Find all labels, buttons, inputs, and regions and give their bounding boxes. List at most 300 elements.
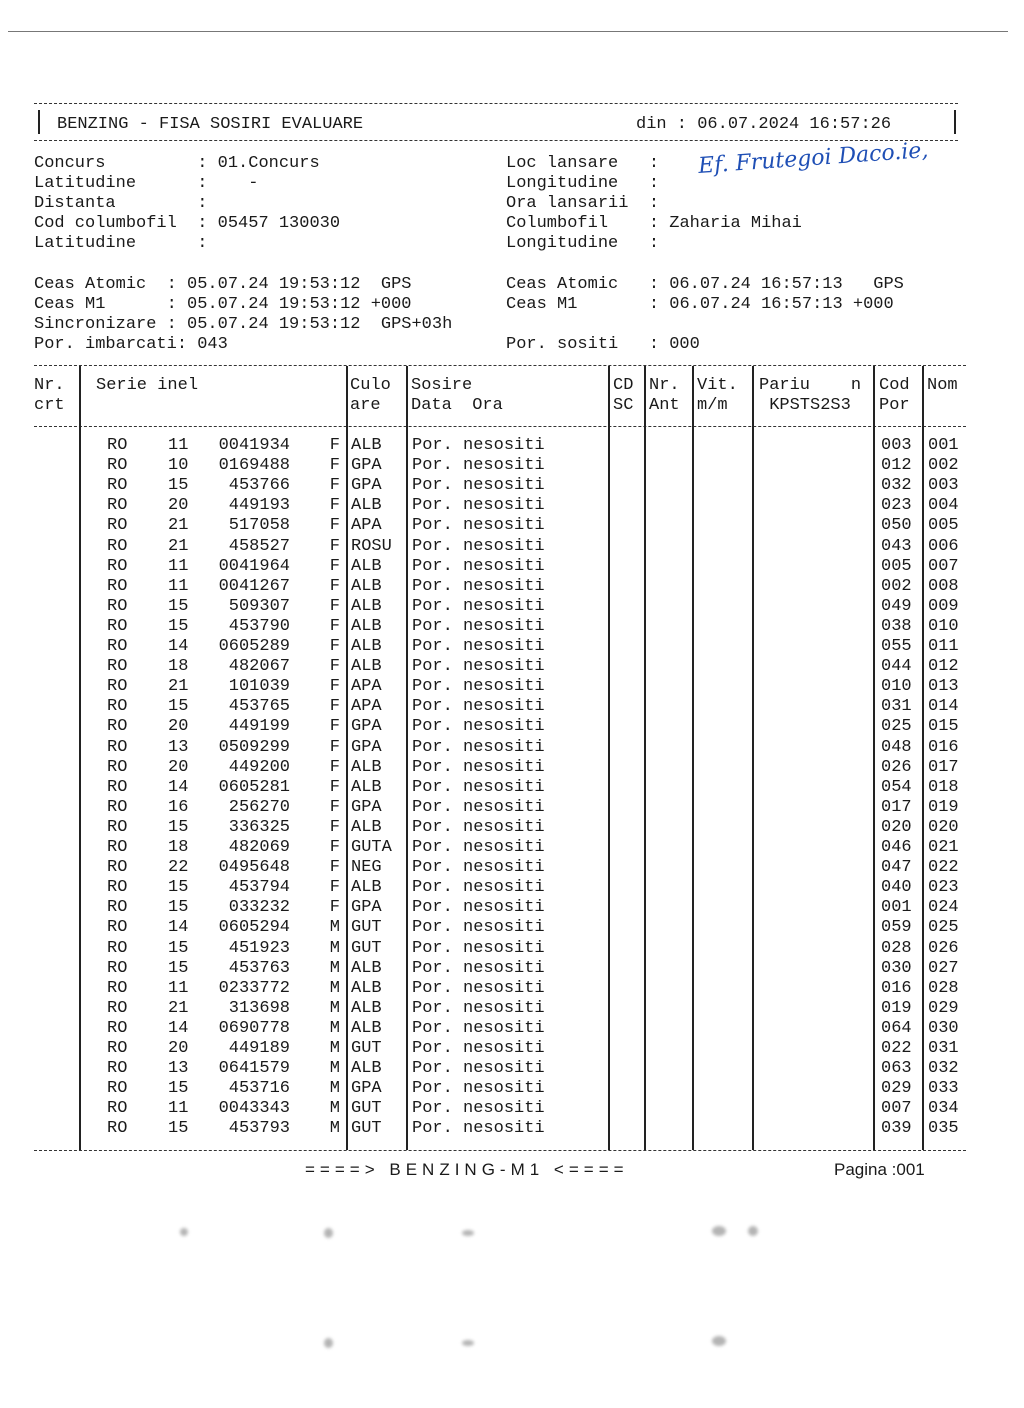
cell-country: RO [107, 777, 128, 797]
cell-nom: 017 [928, 757, 959, 777]
cell-status: Por. nesositi [412, 1039, 545, 1058]
cell-ring: 0495648 [218, 858, 290, 878]
cell-color: GPA [351, 456, 382, 476]
cell-color: GUT [351, 938, 382, 958]
cell-ring: 0509299 [218, 737, 290, 757]
cell-nom: 026 [928, 938, 959, 958]
cell-sex: F [329, 838, 340, 857]
cell-nom: 008 [928, 576, 959, 596]
text-table-headers-nr-0: Nr. [34, 376, 65, 395]
cell-year: 15 [168, 616, 189, 636]
cell-sex: M [329, 958, 340, 978]
cell-sex: M [329, 978, 340, 998]
cell-cod-por: 059 [881, 918, 912, 938]
scan-smudge [180, 1228, 188, 1236]
cell-sex: M [329, 938, 340, 958]
cell-country: RO [107, 496, 128, 516]
table-row [0, 476, 1024, 496]
cell-country: RO [107, 737, 128, 757]
table-row [0, 456, 1024, 476]
cell-cod-por: 025 [881, 717, 912, 737]
cell-sex: F [329, 436, 340, 455]
cell-cod-por: 055 [881, 637, 912, 656]
cell-ring: 453765 [228, 697, 290, 717]
cell-sex: F [329, 536, 340, 556]
cell-country: RO [107, 938, 128, 958]
info-label: Latitudine [34, 174, 137, 193]
scan-smudge [324, 1228, 333, 1238]
cell-cod-por: 039 [881, 1119, 912, 1139]
cell-color: ALB [351, 556, 382, 576]
cell-country: RO [107, 637, 128, 656]
cell-country: RO [107, 958, 128, 978]
scan-smudge [462, 1340, 474, 1346]
cell-status: Por. nesositi [412, 938, 545, 958]
embarked-count: Por. imbarcati: 043 [34, 335, 228, 354]
text-table-headers-nr-1: crt [34, 396, 65, 416]
table-row [0, 436, 1024, 456]
header-cod [879, 376, 910, 416]
cell-status: Por. nesositi [412, 456, 545, 476]
cell-ring: 453790 [228, 616, 290, 636]
cell-year: 11 [168, 1099, 189, 1119]
cell-sex: M [329, 1018, 340, 1038]
cell-color: ALB [351, 878, 382, 898]
clock-left-row: Ceas Atomic : 05.07.24 19:53:12 GPS [34, 275, 412, 294]
cell-nom: 021 [928, 838, 959, 857]
cell-color: GPA [351, 898, 382, 918]
cell-country: RO [107, 918, 128, 938]
cell-country: RO [107, 998, 128, 1018]
cell-year: 15 [168, 1079, 189, 1099]
cell-country: RO [107, 898, 128, 918]
cell-sex: F [329, 556, 340, 576]
cell-status: Por. nesositi [412, 777, 545, 797]
info-right-row: Loc lansare : [506, 154, 670, 173]
cell-cod-por: 001 [881, 898, 912, 918]
clock-right-row: Ceas Atomic : 06.07.24 16:57:13 GPS [506, 275, 904, 294]
header-nom [927, 376, 958, 396]
cell-cod-por: 016 [881, 978, 912, 998]
table-row [0, 717, 1024, 737]
cell-cod-por: 010 [881, 677, 912, 697]
cell-nom: 032 [928, 1059, 959, 1079]
table-row [0, 758, 1024, 778]
cell-ring: 482069 [228, 838, 290, 857]
cell-nom: 030 [928, 1018, 959, 1038]
table-row [0, 738, 1024, 758]
cell-nom: 028 [928, 978, 959, 998]
cell-ring: 0043343 [218, 1099, 290, 1119]
cell-ring: 336325 [228, 817, 290, 837]
cell-color: ALB [351, 757, 382, 777]
embarked-value: 043 [197, 335, 228, 354]
cell-cod-por: 012 [881, 456, 912, 476]
cell-country: RO [107, 1099, 128, 1119]
cell-color: GUT [351, 1119, 382, 1139]
cell-year: 11 [168, 556, 189, 576]
cell-country: RO [107, 456, 128, 476]
cell-status: Por. nesositi [412, 998, 545, 1018]
cell-ring: 453794 [228, 878, 290, 898]
cell-country: RO [107, 1119, 128, 1139]
cell-color: ALB [351, 777, 382, 797]
text-table-headers-vit-0: Vit. [697, 376, 738, 395]
info-label: Longitudine [506, 234, 619, 253]
table-row [0, 818, 1024, 838]
cell-cod-por: 029 [881, 1079, 912, 1099]
info-right-row: Ora lansarii : [506, 194, 670, 213]
header-nrant [649, 376, 680, 416]
clock-label: Ceas Atomic [34, 275, 147, 294]
info-value: - [248, 174, 259, 193]
info-label: Distanta [34, 194, 116, 213]
cell-year: 14 [168, 637, 189, 656]
cell-sex: F [329, 697, 340, 717]
cell-sex: F [329, 717, 340, 737]
table-top-rule [34, 365, 966, 366]
text-table-headers-sosire-1: Data Ora [411, 396, 503, 416]
cell-nom: 025 [928, 918, 959, 938]
text-counts-arrived_label: Por. sositi [506, 335, 619, 354]
cell-sex: F [329, 797, 340, 817]
info-label: Ora lansarii [506, 194, 629, 213]
info-label: Longitudine [506, 174, 619, 193]
cell-ring: 0041934 [218, 436, 290, 455]
cell-cod-por: 026 [881, 757, 912, 777]
info-label: Columbofil [506, 214, 609, 233]
clock-value: 06.07.24 16:57:13 [669, 275, 843, 294]
table-row [0, 939, 1024, 959]
info-label: Loc lansare [506, 154, 619, 173]
cell-nom: 001 [928, 436, 959, 455]
cell-sex: F [329, 496, 340, 516]
cell-country: RO [107, 697, 128, 717]
text-table-headers-culoare-0: Culo [350, 376, 391, 395]
clock-suffix: GPS [873, 275, 904, 294]
text-table-headers-nrant-0: Nr. [649, 376, 680, 395]
cell-year: 14 [168, 918, 189, 938]
cell-status: Por. nesositi [412, 1079, 545, 1099]
table-row [0, 617, 1024, 637]
header-pariu [759, 376, 861, 416]
cell-status: Por. nesositi [412, 697, 545, 717]
cell-status: Por. nesositi [412, 657, 545, 677]
cell-status: Por. nesositi [412, 737, 545, 757]
cell-country: RO [107, 657, 128, 677]
cell-color: NEG [351, 858, 382, 878]
cell-sex: M [329, 998, 340, 1018]
clock-suffix: GPS+03h [380, 315, 453, 334]
cell-status: Por. nesositi [412, 496, 545, 516]
cell-status: Por. nesositi [412, 898, 545, 918]
cell-status: Por. nesositi [412, 1119, 545, 1139]
cell-cod-por: 020 [881, 817, 912, 837]
cell-color: APA [351, 516, 382, 536]
cell-cod-por: 017 [881, 797, 912, 817]
cell-color: APA [351, 697, 382, 717]
cell-year: 15 [168, 596, 189, 616]
cell-sex: F [329, 878, 340, 898]
cell-nom: 020 [928, 817, 959, 837]
cell-color: ALB [351, 436, 382, 455]
table-row [0, 677, 1024, 697]
cell-ring: 0641579 [218, 1059, 290, 1079]
table-row [0, 516, 1024, 536]
cell-ring: 033232 [228, 898, 290, 918]
cell-sex: F [329, 657, 340, 677]
cell-status: Por. nesositi [412, 556, 545, 576]
cell-status: Por. nesositi [412, 516, 545, 536]
scan-smudge [462, 1230, 474, 1236]
table-row [0, 557, 1024, 577]
info-value: 05457 130030 [217, 214, 341, 233]
cell-status: Por. nesositi [412, 576, 545, 596]
cell-color: ALB [351, 616, 382, 636]
cell-ring: 0690778 [218, 1018, 290, 1038]
info-label: Cod columbofil [34, 214, 177, 233]
cell-sex: F [329, 737, 340, 757]
info-value: 01.Concurs [217, 154, 320, 173]
cell-country: RO [107, 616, 128, 636]
cell-sex: F [329, 817, 340, 837]
cell-sex: F [329, 898, 340, 918]
cell-year: 14 [168, 777, 189, 797]
cell-ring: 509307 [228, 596, 290, 616]
cell-ring: 0233772 [218, 978, 290, 998]
text-table-headers-culoare-1: are [350, 396, 381, 416]
cell-status: Por. nesositi [412, 637, 545, 656]
text-table-headers-sosire-0: Sosire [411, 376, 473, 395]
info-label: Latitudine [34, 234, 137, 253]
cell-nom: 011 [928, 637, 959, 656]
cell-cod-por: 063 [881, 1059, 912, 1079]
cell-cod-por: 007 [881, 1099, 912, 1119]
cell-status: Por. nesositi [412, 436, 545, 455]
scan-smudge [324, 1338, 333, 1348]
cell-color: ALB [351, 978, 382, 998]
cell-year: 20 [168, 717, 189, 737]
cell-cod-por: 043 [881, 536, 912, 556]
cell-nom: 016 [928, 737, 959, 757]
cell-ring: 256270 [228, 797, 290, 817]
text-table-headers-nom-0: Nom [927, 376, 958, 395]
clock-right-row: Ceas M1 : 06.07.24 16:57:13 +000 [506, 295, 894, 314]
table-row [0, 1079, 1024, 1099]
cell-nom: 015 [928, 717, 959, 737]
cell-year: 20 [168, 1039, 189, 1058]
cell-cod-por: 005 [881, 556, 912, 576]
cell-ring: 0169488 [218, 456, 290, 476]
info-right-row: Columbofil : Zaharia Mihai [506, 214, 802, 233]
cell-year: 21 [168, 998, 189, 1018]
cell-status: Por. nesositi [412, 1059, 545, 1079]
cell-nom: 007 [928, 556, 959, 576]
cell-cod-por: 054 [881, 777, 912, 797]
cell-country: RO [107, 476, 128, 496]
cell-year: 20 [168, 496, 189, 516]
table-row [0, 999, 1024, 1019]
title-border-right [954, 110, 956, 134]
arrived-count: Por. sositi : 000 [506, 335, 700, 354]
cell-ring: 0605294 [218, 918, 290, 938]
cell-country: RO [107, 576, 128, 596]
cell-country: RO [107, 717, 128, 737]
cell-color: ALB [351, 1059, 382, 1079]
cell-nom: 031 [928, 1039, 959, 1058]
clock-label: Ceas M1 [506, 295, 578, 314]
scan-smudge [712, 1336, 726, 1346]
table-row [0, 697, 1024, 717]
cell-nom: 029 [928, 998, 959, 1018]
cell-sex: M [329, 1079, 340, 1099]
cell-ring: 458527 [228, 536, 290, 556]
clock-value: 05.07.24 19:53:12 [187, 315, 361, 334]
cell-color: ALB [351, 998, 382, 1018]
cell-color: ALB [351, 596, 382, 616]
info-value: Zaharia Mihai [669, 214, 802, 233]
cell-color: GUT [351, 918, 382, 938]
report-title: BENZING - FISA SOSIRI EVALUARE [57, 115, 364, 134]
report-date-label: din [636, 115, 667, 134]
cell-year: 11 [168, 436, 189, 455]
cell-status: Por. nesositi [412, 878, 545, 898]
cell-year: 21 [168, 677, 189, 697]
cell-status: Por. nesositi [412, 536, 545, 556]
table-row [0, 778, 1024, 798]
cell-status: Por. nesositi [412, 757, 545, 777]
cell-color: GPA [351, 476, 382, 496]
cell-country: RO [107, 596, 128, 616]
cell-ring: 453766 [228, 476, 290, 496]
cell-sex: M [329, 1099, 340, 1119]
cell-sex: F [329, 616, 340, 636]
table-row [0, 537, 1024, 557]
info-left-row: Distanta : [34, 194, 218, 213]
cell-color: ALB [351, 576, 382, 596]
cell-status: Por. nesositi [412, 717, 545, 737]
cell-color: GUTA [351, 838, 392, 857]
arrived-value: 000 [669, 335, 700, 354]
cell-country: RO [107, 757, 128, 777]
cell-cod-por: 047 [881, 858, 912, 878]
cell-country: RO [107, 1079, 128, 1099]
cell-status: Por. nesositi [412, 918, 545, 938]
cell-country: RO [107, 878, 128, 898]
cell-ring: 0605289 [218, 637, 290, 656]
cell-nom: 034 [928, 1099, 959, 1119]
cell-nom: 012 [928, 657, 959, 677]
cell-status: Por. nesositi [412, 858, 545, 878]
cell-year: 15 [168, 938, 189, 958]
handwritten-release-location: Ef. Frutegoi Daco.ie, [697, 137, 930, 180]
text-table-headers-cd-0: CD [613, 376, 634, 395]
cell-country: RO [107, 536, 128, 556]
cell-status: Por. nesositi [412, 677, 545, 697]
cell-year: 13 [168, 1059, 189, 1079]
info-left-row: Latitudine : - [34, 174, 259, 193]
cell-country: RO [107, 556, 128, 576]
title-border-left [38, 110, 40, 134]
cell-color: ALB [351, 817, 382, 837]
cell-cod-por: 032 [881, 476, 912, 496]
table-row [0, 1119, 1024, 1139]
cell-country: RO [107, 838, 128, 857]
cell-nom: 014 [928, 697, 959, 717]
cell-ring: 453793 [228, 1119, 290, 1139]
cell-cod-por: 031 [881, 697, 912, 717]
clock-left-row: Ceas M1 : 05.07.24 19:53:12 +000 [34, 295, 412, 314]
cell-sex: F [329, 637, 340, 656]
cell-color: ALB [351, 657, 382, 677]
cell-year: 20 [168, 757, 189, 777]
cell-sex: M [329, 1039, 340, 1058]
cell-sex: F [329, 576, 340, 596]
cell-color: ALB [351, 637, 382, 656]
cell-country: RO [107, 436, 128, 455]
clock-value: 05.07.24 19:53:12 [187, 275, 361, 294]
clock-suffix: +000 [370, 295, 412, 314]
cell-color: ROSU [351, 536, 392, 556]
text-table-headers-pariu-0: Pariu n [759, 376, 862, 395]
header-culoare [350, 376, 391, 416]
clock-label: Ceas Atomic [506, 275, 619, 294]
cell-nom: 003 [928, 476, 959, 496]
cell-status: Por. nesositi [412, 476, 545, 496]
cell-year: 22 [168, 858, 189, 878]
cell-cod-por: 050 [881, 516, 912, 536]
cell-nom: 005 [928, 516, 959, 536]
cell-cod-por: 044 [881, 657, 912, 677]
cell-cod-por: 023 [881, 496, 912, 516]
cell-year: 15 [168, 878, 189, 898]
cell-nom: 033 [928, 1079, 959, 1099]
cell-sex: M [329, 1119, 340, 1139]
cell-sex: F [329, 677, 340, 697]
cell-sex: F [329, 596, 340, 616]
cell-status: Por. nesositi [412, 978, 545, 998]
clock-suffix: GPS [380, 275, 412, 294]
cell-country: RO [107, 817, 128, 837]
cell-year: 10 [168, 456, 189, 476]
cell-year: 15 [168, 476, 189, 496]
text-table-headers-serie-0: Serie inel [96, 376, 199, 395]
header-vit [697, 376, 738, 416]
report-date: din : 06.07.2024 16:57:26 [636, 115, 892, 134]
clock-label: Ceas M1 [34, 295, 106, 314]
cell-sex: F [329, 858, 340, 878]
table-row [0, 798, 1024, 818]
cell-status: Por. nesositi [412, 1018, 545, 1038]
text-table-headers-vit-1: m/m [697, 396, 728, 416]
cell-color: GPA [351, 1079, 382, 1099]
table-row [0, 878, 1024, 898]
cell-sex: F [329, 777, 340, 797]
cell-sex: F [329, 476, 340, 496]
table-row [0, 1039, 1024, 1059]
cell-sex: F [329, 757, 340, 777]
cell-nom: 010 [928, 616, 959, 636]
table-row [0, 637, 1024, 657]
cell-cod-por: 049 [881, 596, 912, 616]
text-table-headers-cd-1: SC [613, 396, 634, 416]
cell-cod-por: 003 [881, 436, 912, 455]
cell-year: 15 [168, 697, 189, 717]
cell-nom: 024 [928, 898, 959, 918]
cell-ring: 517058 [228, 516, 290, 536]
info-right-row: Longitudine : [506, 174, 670, 193]
table-row [0, 496, 1024, 516]
